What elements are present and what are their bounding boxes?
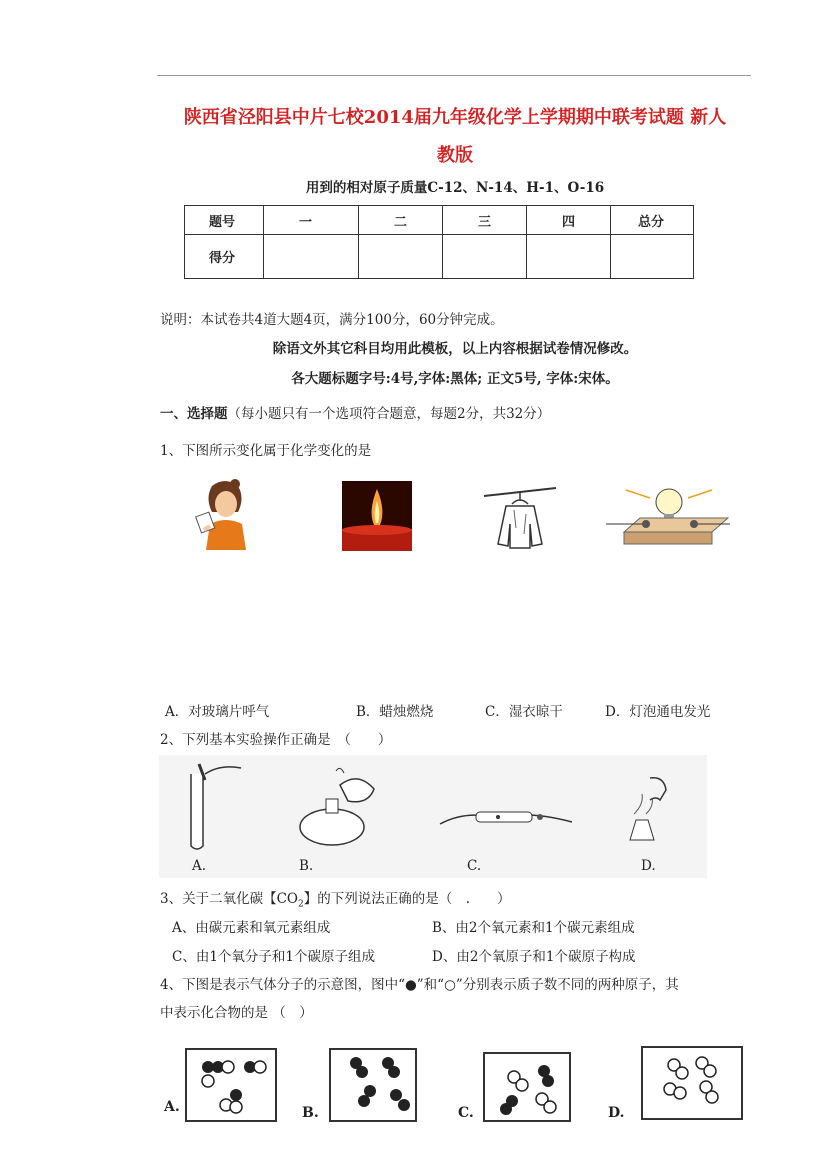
smelling-gas-figure xyxy=(620,770,690,850)
dropper-test-tube-figure xyxy=(175,762,245,854)
score-cell[interactable] xyxy=(359,235,443,279)
q3-stem-subscript: 2 xyxy=(298,899,304,910)
header-rule xyxy=(157,75,751,76)
q4-label-a[interactable]: A. xyxy=(164,1099,180,1115)
score-cell[interactable] xyxy=(443,235,527,279)
girl-breathing-figure xyxy=(190,478,260,552)
score-table xyxy=(184,205,694,279)
question-4-stem-line1: 4、下图是表示气体分子的示意图，图中“●”和“○”分别表示质子数不同的两种原子，其 xyxy=(160,977,679,993)
alcohol-lamp-figure xyxy=(292,765,382,855)
exam-instructions: 说明：本试卷共4道大题4页，满分100分，60分钟完成。 xyxy=(160,312,504,328)
q1-option-d[interactable]: D．灯泡通电发光 xyxy=(605,704,711,720)
question-4-stem-line2: 中表示化合物的是 （ ） xyxy=(160,1005,313,1021)
q4-label-d[interactable]: D. xyxy=(608,1105,625,1121)
q1-option-b[interactable]: B．蜡烛燃烧 xyxy=(356,704,434,720)
q4-label-c[interactable]: C. xyxy=(458,1105,474,1121)
score-table-header: 二 xyxy=(359,206,443,235)
score-cell[interactable] xyxy=(611,235,694,279)
q2-label-c[interactable]: C. xyxy=(467,858,482,874)
question-3-stem xyxy=(160,887,511,910)
clothes-drying-figure xyxy=(480,484,560,552)
score-table-header: 三 xyxy=(443,206,527,235)
question-1-stem: 1、下图所示变化属于化学变化的是 xyxy=(160,443,372,459)
spoon-powder-figure xyxy=(436,800,576,836)
exam-title-line1: 陕西省泾阳县中片七校2014届九年级化学上学期期中联考试题 新人 xyxy=(183,107,727,128)
q2-label-a[interactable]: A. xyxy=(192,858,207,874)
question-2-stem: 2、下列基本实验操作正确是 （ ） xyxy=(160,732,392,748)
q3-option-c[interactable]: C、由1个氧分子和1个碳原子组成 xyxy=(172,949,376,965)
score-table-header: 总分 xyxy=(611,206,694,235)
score-cell[interactable] xyxy=(264,235,359,279)
molecule-box-b xyxy=(300,1045,420,1125)
score-table-header: 四 xyxy=(527,206,611,235)
section-scoring: （每小题只有一个选项符合题意，每题2分，共32分） xyxy=(227,406,551,422)
score-table-header: 题号 xyxy=(185,206,264,235)
q1-option-c[interactable]: C．湿衣晾干 xyxy=(485,704,563,720)
q3-stem-post: 】的下列说法正确的是（ . ） xyxy=(303,891,511,907)
molecule-box-d xyxy=(606,1045,746,1125)
q3-option-a[interactable]: A、由碳元素和氧元素组成 xyxy=(172,920,331,936)
q2-label-b[interactable]: B. xyxy=(299,858,314,874)
exam-title-line2: 教版 xyxy=(437,145,473,166)
template-note: 除语文外其它科目均用此模板，以上内容根据试卷情况修改。 xyxy=(272,341,638,357)
q3-stem-pre: 3、关于二氧化碳【CO xyxy=(160,891,298,907)
molecule-box-a xyxy=(160,1045,280,1125)
q2-label-d[interactable]: D. xyxy=(641,858,656,874)
format-note: 各大题标题字号:4号,字体:黑体; 正文5号, 字体:宋体。 xyxy=(291,371,619,387)
atomic-mass-note: 用到的相对原子质量C-12、N-14、H-1、O-16 xyxy=(305,180,605,196)
q4-label-b[interactable]: B. xyxy=(302,1105,319,1121)
section-heading xyxy=(160,402,550,422)
light-bulb-circuit-figure xyxy=(604,480,734,552)
score-table-row-label: 得分 xyxy=(185,235,264,279)
section-title: 一、选择题 xyxy=(160,406,228,422)
burning-candle-figure xyxy=(342,481,412,551)
q3-option-b[interactable]: B、由2个氧元素和1个碳元素组成 xyxy=(432,920,635,936)
score-cell[interactable] xyxy=(527,235,611,279)
q3-option-d[interactable]: D、由2个氧原子和1个碳原子构成 xyxy=(432,949,636,965)
score-table-header: 一 xyxy=(264,206,359,235)
molecule-box-c xyxy=(456,1045,576,1125)
q1-option-a[interactable]: A．对玻璃片呼气 xyxy=(165,704,270,720)
